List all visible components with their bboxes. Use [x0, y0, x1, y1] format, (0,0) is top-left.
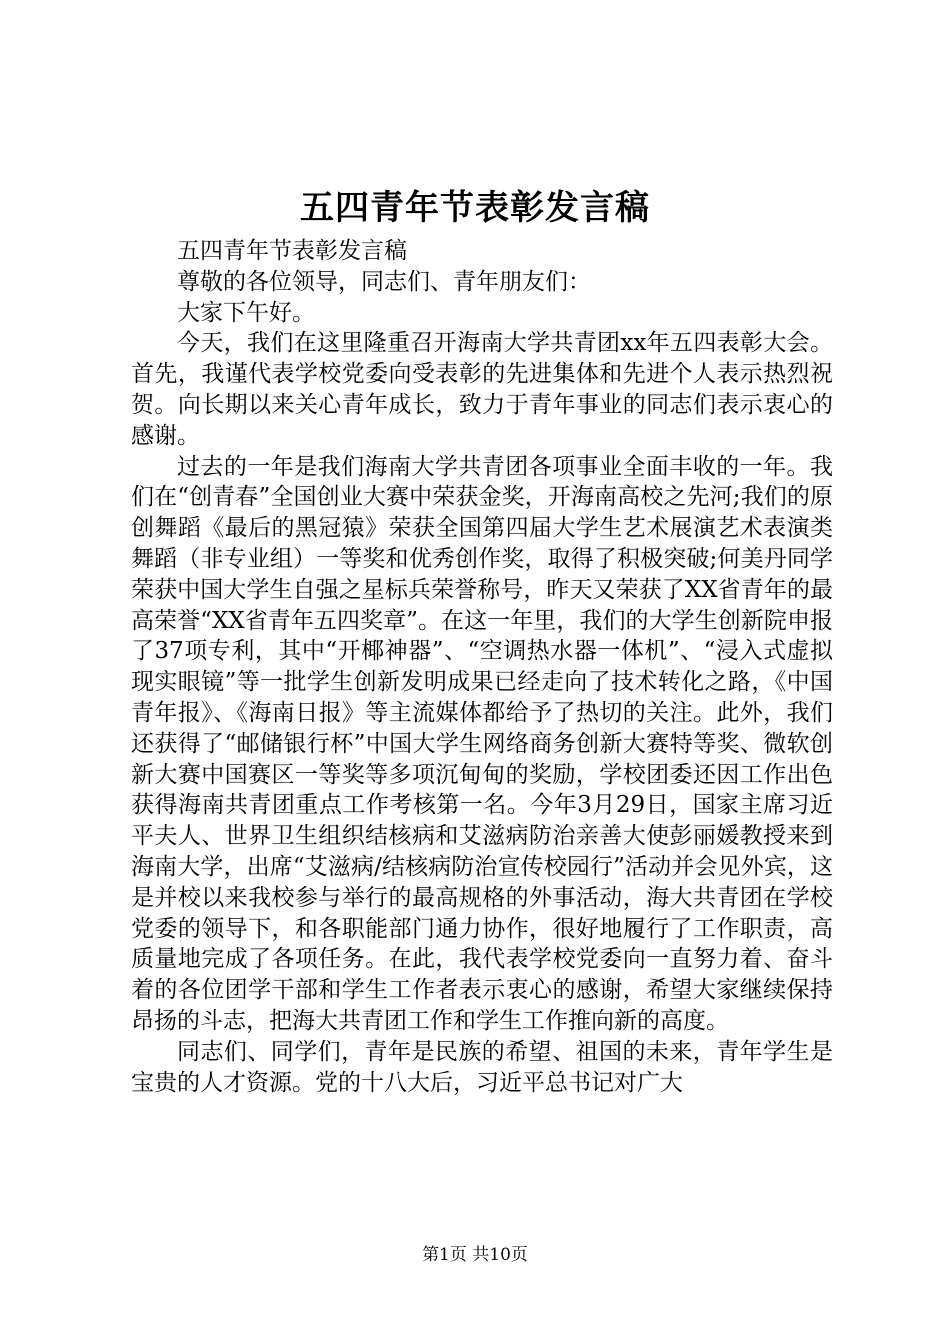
page-footer: 第1页 共10页 [422, 1245, 528, 1265]
body-paragraph: 同志们、同学们，青年是民族的希望、祖国的未来，青年学生是宝贵的人才资源。党的十八大后，习近平总书记对广大 [131, 1038, 833, 1096]
body-paragraph: 尊敬的各位领导，同志们、青年朋友们： [177, 268, 591, 295]
body-paragraph: 五四青年节表彰发言稿 [177, 238, 407, 264]
document-title: 五四青年节表彰发言稿 [300, 188, 650, 228]
body-paragraph: 过去的一年是我们海南大学共青团各项事业全面丰收的一年。我们在“创青春”全国创业大赛中荣获金奖，开海南高校之先河;我们的原创舞蹈《最后的黑冠猿》荣获全国第四届大学生艺术展演艺术表演类舞蹈（非专业组）一等奖和优秀创作奖，取得了积极突破;何美丹同学荣获中国大学生自强之星标兵荣誉称号，昨天又荣获了XX省青年的最高荣誉“XX省青年五四奖章”。在这一年里，我们的大学生创新院申报了37项专利，其中“开椰神器”、“空调热水器一体机”、“浸入式虚拟现实眼镜”等一批学生创新发明成果已经走向了技术转化之路，《中国青年报》、《海南日报》等主流媒体都给予了热切的关注。此外，我们还获得了“邮储银行杯”中国大学生网络商务创新大赛特等奖、微软创新大赛中国赛区一等奖等多项沉甸甸的奖励，学校团委还因工作出色获得海南共青团重点工作考核第一名。今年3月29日，国家主席习近平夫人、世界卫生组织结核病和艾滋病防治亲善大使彭丽媛教授来到海南大学，出席“艾滋病/结核病防治宣传校园行”活动并会见外宾，这是并校以来我校参与举行的最高规格的外事活动，海大共青团在学校党委的领导下，和各职能部门通力协作，很好地履行了工作职责，高质量地完成了各项任务。在此，我代表学校党委向一直努力着、奋斗着的各位团学干部和学生工作者表示衷心的感谢，希望大家继续保持昂扬的斗志，把海大共青团工作和学生工作推向新的高度。 [131, 453, 833, 1034]
body-paragraph: 大家下午好。 [177, 299, 315, 326]
document-body [131, 236, 833, 1098]
body-paragraph: 今天，我们在这里隆重召开海南大学共青团xx年五四表彰大会。首先，我谨代表学校党委向受表彰的先进集体和先进个人表示热烈祝贺。向长期以来关心青年成长，致力于青年事业的同志们表示衷心的感谢。 [131, 330, 833, 449]
